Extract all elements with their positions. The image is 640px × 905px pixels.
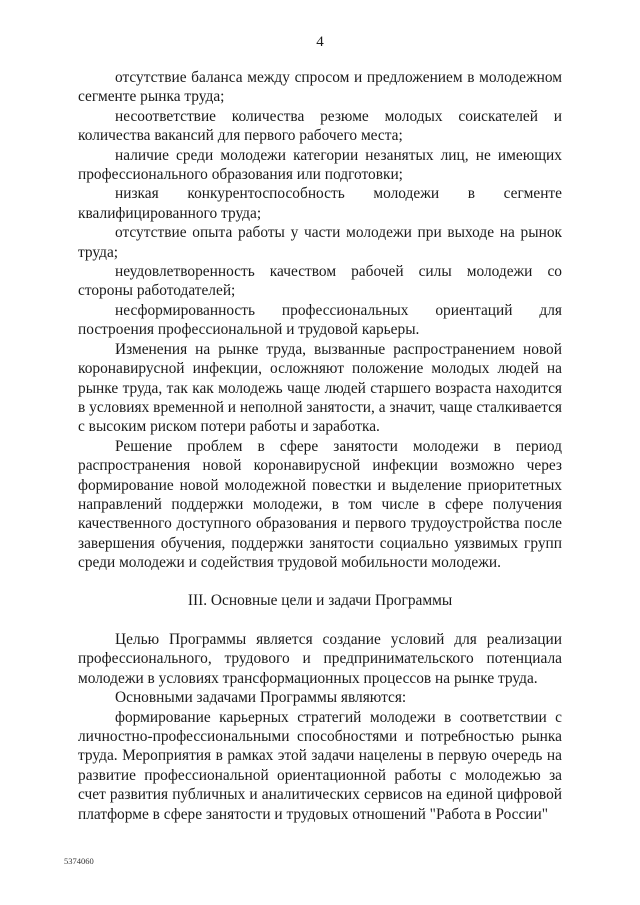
paragraph: Целью Программы является создание условий для реализации профессионального, трудового и предпринимательского потенциала молодежи в условиях трансформационных процессов на рынке труда.: [78, 630, 562, 687]
page-number: 4: [316, 34, 324, 50]
paragraph: отсутствие опыта работы у части молодежи при выходе на рынок труда;: [78, 224, 562, 261]
paragraph: неудовлетворенность качеством рабочей силы молодежи со стороны работодателей;: [78, 263, 562, 300]
paragraph: Основными задачами Программы являются:: [115, 689, 407, 707]
document-body: [78, 68, 562, 824]
document-code: 5374060: [64, 856, 94, 866]
paragraph: Решение проблем в сфере занятости молодежи в период распространения новой коронавирусной инфекции возможно через формирование новой молодежной повестки и выделение приоритетных направлений поддержки молодежи, в том числе в сфере получения качественного доступного образования и первого трудоустройства после завершения обучения, поддержки занятости социально уязвимых групп среди молодежи и содействия трудовой мобильности молодежи.: [78, 437, 562, 572]
section-heading: III. Основные цели и задачи Программы: [187, 591, 453, 609]
paragraph: низкая конкурентоспособность молодежи в сегменте квалифицированного труда;: [78, 185, 562, 222]
paragraph: отсутствие баланса между спросом и предложением в молодежном сегменте рынка труда;: [78, 69, 562, 106]
paragraph: Изменения на рынке труда, вызванные распространением новой коронавирусной инфекции, осложняют положение молодых людей на рынке труда, так как молодежь чаще людей старшего возраста находится в условиях временной и неполной занятости, а значит, чаще сталкивается с высоким риском потери работы и заработка.: [78, 340, 562, 436]
paragraph: несформированность профессиональных ориентаций для построения профессиональной и трудовой карьеры.: [78, 301, 562, 339]
paragraph: формирование карьерных стратегий молодежи в соответствии с личностно-профессиональными способностями и потребностью рынка труда. Мероприятия в рамках этой задачи нацелены в первую очередь на развитие профессиональной ориентационной работы с молодежью за счет развития публичных и аналитических сервисов на единой цифровой платформе в сфере занятости и трудовых отношений "Работа в России": [78, 708, 562, 823]
paragraph: несоответствие количества резюме молодых соискателей и количества вакансий для первого рабочего места;: [78, 107, 562, 145]
paragraph: наличие среди молодежи категории незанятых лиц, не имеющих профессионального образования или подготовки;: [78, 146, 562, 184]
